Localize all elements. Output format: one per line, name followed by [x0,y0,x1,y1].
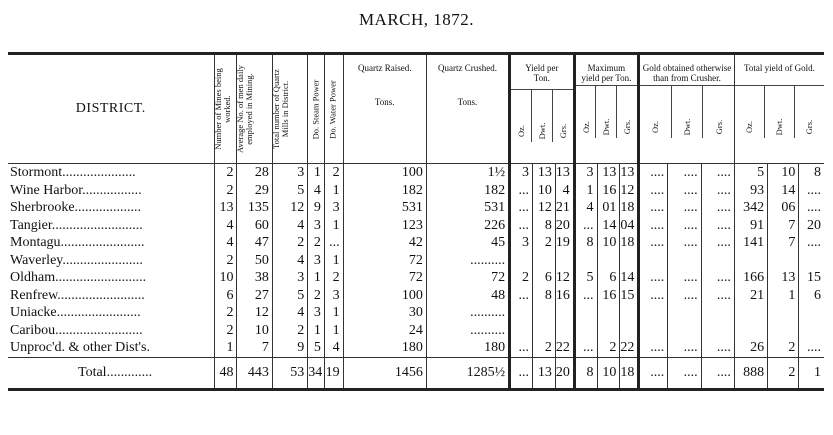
cell-m-oz: 1 [574,182,597,200]
cell-y-grs: 22 [555,339,574,357]
cell-y-grs [555,322,574,340]
cell-steam: 3 [308,217,325,235]
cell-t-grs: .... [799,234,824,252]
table-row [8,217,824,235]
cell-crushed: 48 [426,287,509,305]
cell-men: 47 [237,234,272,252]
cell-district: Tangier.......................... [10,217,143,233]
cell-y-dwt [532,252,555,270]
cell-mines: 10 [214,269,237,287]
cell-mills: 53 [272,357,307,389]
cell-y-grs: 21 [555,199,574,217]
cell-m-grs: 15 [620,287,639,305]
cell-g-grs: .... [701,199,734,217]
cell-y-dwt: 2 [532,339,555,357]
cell-water: 1 [324,304,343,322]
cell-t-dwt: 2 [768,357,799,389]
cell-m-oz [574,322,597,340]
cell-steam: 5 [308,339,325,357]
header-mills: Total number of Quartz Mills in District. [272,55,307,164]
cell-water: 3 [324,287,343,305]
cell-y-dwt: 8 [532,217,555,235]
table-row [8,164,824,182]
cell-mills: 2 [272,322,307,340]
cell-raised: 100 [343,287,426,305]
cell-raised: 123 [343,217,426,235]
cell-water: 4 [324,339,343,357]
total-row [8,357,824,389]
table-row [8,182,824,200]
bottom-rule [8,389,824,391]
cell-m-dwt: 10 [597,234,620,252]
cell-water: 1 [324,252,343,270]
table-row [8,252,824,270]
cell-g-grs [701,304,734,322]
cell-crushed: .......... [426,252,509,270]
table-row [8,234,824,252]
cell-g-grs: .... [701,217,734,235]
cell-t-oz: 888 [734,357,767,389]
cell-district: Caribou......................... [10,322,143,338]
cell-g-grs [701,252,734,270]
cell-steam: 2 [308,234,325,252]
cell-m-grs: 04 [620,217,639,235]
cell-g-dwt: .... [668,182,701,200]
cell-raised: 180 [343,339,426,357]
cell-t-dwt [768,304,799,322]
cell-m-oz: ... [574,217,597,235]
cell-crushed: 45 [426,234,509,252]
cell-y-grs [555,252,574,270]
cell-steam: 4 [308,182,325,200]
cell-district: Sherbrooke................... [10,200,142,215]
cell-y-oz: ... [510,287,533,305]
cell-y-grs: 20 [555,357,574,389]
cell-mills: 5 [272,287,307,305]
cell-y-dwt: 10 [532,182,555,200]
header-max-yield: Maximum yield per Ton. Oz. Dwt. Grs. [574,55,639,164]
cell-water: ... [324,234,343,252]
gold-returns-table [8,52,824,391]
cell-men: 27 [237,287,272,305]
cell-y-oz: 2 [510,269,533,287]
cell-t-grs [799,304,824,322]
cell-crushed: 1285½ [426,357,509,389]
cell-y-grs: 4 [555,182,574,200]
cell-y-oz [510,252,533,270]
cell-m-dwt [597,304,620,322]
cell-district: Unproc'd. & other Dist's. [10,340,150,355]
cell-y-dwt: 12 [532,199,555,217]
cell-m-grs [620,322,639,340]
cell-g-oz [639,304,668,322]
cell-mills: 2 [272,234,307,252]
cell-men: 29 [237,182,272,200]
cell-y-oz: ... [510,339,533,357]
cell-mines: 1 [214,339,237,357]
cell-t-dwt: 06 [768,199,799,217]
cell-g-grs: .... [701,357,734,389]
cell-g-oz: .... [639,269,668,287]
header-total-yield: Total yield of Gold. Oz. Dwt. Grs. [734,55,824,164]
cell-y-dwt: 6 [532,269,555,287]
cell-t-grs [799,322,824,340]
cell-men: 10 [237,322,272,340]
cell-m-grs: 13 [620,164,639,182]
cell-mines: 2 [214,304,237,322]
cell-y-grs: 19 [555,234,574,252]
cell-t-dwt [768,252,799,270]
cell-t-oz: 166 [734,269,767,287]
cell-g-oz [639,252,668,270]
cell-mills: 3 [272,164,307,182]
cell-g-oz: .... [639,234,668,252]
cell-men: 28 [237,164,272,182]
cell-g-dwt: .... [668,269,701,287]
cell-raised: 72 [343,252,426,270]
cell-y-dwt [532,304,555,322]
cell-mills: 4 [272,217,307,235]
cell-district: Oldham.......................... [10,270,147,285]
cell-men: 443 [237,357,272,389]
table-row [8,269,824,287]
cell-t-oz: 342 [734,199,767,217]
cell-men: 38 [237,269,272,287]
cell-g-oz [639,322,668,340]
cell-t-oz: 91 [734,217,767,235]
cell-g-dwt [668,304,701,322]
cell-district: Wine Harbor................. [10,182,142,198]
cell-crushed: 72 [426,269,509,287]
cell-g-grs [701,322,734,340]
header-mines: Number of Mines being worked. [214,55,237,164]
cell-water: 19 [324,357,343,389]
header-district: DISTRICT. [75,101,146,116]
table-row [8,304,824,322]
cell-t-dwt: 1 [768,287,799,305]
cell-g-grs: .... [701,234,734,252]
header-quartz-raised: Quartz Raised. Tons. [343,55,426,164]
page-title: MARCH, 1872. [358,10,475,29]
cell-t-oz: 5 [734,164,767,182]
cell-district: Montagu........................ [10,235,145,250]
cell-g-grs: .... [701,164,734,182]
cell-y-oz: ... [510,199,533,217]
cell-men: 135 [237,199,272,217]
header-gold-otherwise: Gold obtained otherwise than from Crusher. Oz. Dwt. Grs. [639,55,735,164]
cell-t-grs: 1 [799,357,824,389]
cell-t-grs: .... [799,182,824,200]
cell-m-dwt: 2 [597,339,620,357]
cell-crushed: .......... [426,322,509,340]
cell-t-oz: 21 [734,287,767,305]
cell-m-grs: 18 [620,357,639,389]
cell-m-dwt: 01 [597,199,620,217]
cell-raised: 100 [343,164,426,182]
cell-y-oz: ... [510,182,533,200]
cell-water: 2 [324,164,343,182]
cell-g-grs: .... [701,269,734,287]
cell-raised: 24 [343,322,426,340]
cell-g-dwt: .... [668,164,701,182]
cell-mines: 2 [214,164,237,182]
cell-g-dwt: .... [668,234,701,252]
cell-men: 50 [237,252,272,270]
cell-m-oz: 5 [574,269,597,287]
header-men: Average No. of men daily employed in Mining. [237,55,272,164]
cell-t-grs: 6 [799,287,824,305]
cell-y-oz [510,322,533,340]
cell-t-grs: 15 [799,269,824,287]
cell-m-oz: 8 [574,357,597,389]
cell-t-dwt: 10 [768,164,799,182]
cell-m-dwt: 13 [597,164,620,182]
cell-district: Waverley....................... [10,252,143,268]
cell-men: 60 [237,217,272,235]
cell-mills: 4 [272,304,307,322]
cell-t-dwt: 2 [768,339,799,357]
cell-raised: 531 [343,199,426,217]
header-yield-per-ton: Yield per Ton. Oz. Dwt. Grs. [510,55,575,164]
cell-y-dwt [532,322,555,340]
cell-t-grs: .... [799,339,824,357]
cell-mills: 5 [272,182,307,200]
cell-g-dwt: .... [668,339,701,357]
cell-t-grs: .... [799,199,824,217]
cell-men: 7 [237,339,272,357]
header-water: Do. Water Power [324,55,343,164]
cell-mines: 2 [214,322,237,340]
cell-crushed: 226 [426,217,509,235]
cell-y-dwt: 13 [532,357,555,389]
cell-mines: 2 [214,252,237,270]
cell-steam: 3 [308,304,325,322]
cell-m-oz: 4 [574,199,597,217]
cell-steam: 1 [308,322,325,340]
cell-mines: 48 [214,357,237,389]
cell-g-oz: .... [639,217,668,235]
cell-t-dwt: 13 [768,269,799,287]
cell-y-dwt: 8 [532,287,555,305]
cell-g-oz: .... [639,199,668,217]
cell-y-grs [555,304,574,322]
cell-t-grs: 8 [799,164,824,182]
cell-crushed: 1½ [426,164,509,182]
cell-m-dwt: 6 [597,269,620,287]
cell-water: 1 [324,217,343,235]
cell-mills: 9 [272,339,307,357]
cell-mills: 12 [272,199,307,217]
cell-steam: 34 [308,357,325,389]
cell-district: Uniacke........................ [10,305,141,320]
cell-district: Total............. [8,357,214,389]
cell-t-oz: 141 [734,234,767,252]
cell-g-dwt [668,252,701,270]
cell-crushed: 182 [426,182,509,200]
cell-y-grs: 20 [555,217,574,235]
cell-water: 1 [324,182,343,200]
cell-g-oz: .... [639,182,668,200]
table-row [8,322,824,340]
cell-y-oz: 3 [510,234,533,252]
cell-crushed: .......... [426,304,509,322]
cell-g-oz: .... [639,287,668,305]
cell-y-grs: 13 [555,164,574,182]
cell-steam: 3 [308,252,325,270]
cell-t-grs: 20 [799,217,824,235]
table-row [8,287,824,305]
cell-t-dwt: 14 [768,182,799,200]
cell-mines: 13 [214,199,237,217]
cell-m-dwt: 16 [597,182,620,200]
cell-m-oz: ... [574,339,597,357]
cell-g-dwt: .... [668,357,701,389]
cell-mills: 4 [272,252,307,270]
cell-m-oz [574,252,597,270]
cell-y-oz: ... [510,217,533,235]
cell-t-dwt: 7 [768,217,799,235]
cell-t-oz [734,322,767,340]
cell-district: Renfrew......................... [10,287,145,303]
cell-raised: 182 [343,182,426,200]
cell-m-dwt: 14 [597,217,620,235]
cell-m-grs [620,252,639,270]
cell-raised: 30 [343,304,426,322]
cell-t-grs [799,252,824,270]
cell-g-dwt: .... [668,287,701,305]
cell-mines: 6 [214,287,237,305]
cell-y-grs: 16 [555,287,574,305]
cell-steam: 9 [308,199,325,217]
cell-g-oz: .... [639,357,668,389]
cell-t-dwt: 7 [768,234,799,252]
cell-m-grs: 14 [620,269,639,287]
cell-t-oz [734,252,767,270]
cell-m-grs: 12 [620,182,639,200]
cell-crushed: 180 [426,339,509,357]
cell-g-dwt [668,322,701,340]
cell-m-grs: 18 [620,234,639,252]
header-quartz-crushed: Quartz Crushed. Tons. [426,55,509,164]
cell-raised: 72 [343,269,426,287]
cell-men: 12 [237,304,272,322]
cell-steam: 2 [308,287,325,305]
cell-steam: 1 [308,269,325,287]
cell-g-oz: .... [639,339,668,357]
cell-raised: 1456 [343,357,426,389]
cell-t-oz: 26 [734,339,767,357]
cell-g-dwt: .... [668,217,701,235]
cell-y-dwt: 2 [532,234,555,252]
cell-m-dwt [597,322,620,340]
cell-mines: 2 [214,182,237,200]
table-row [8,339,824,357]
cell-y-dwt: 13 [532,164,555,182]
table-body [8,164,824,391]
cell-g-grs: .... [701,339,734,357]
table-row [8,199,824,217]
cell-crushed: 531 [426,199,509,217]
cell-g-dwt: .... [668,199,701,217]
cell-m-grs [620,304,639,322]
cell-m-oz: 3 [574,164,597,182]
cell-m-grs: 18 [620,199,639,217]
cell-t-oz [734,304,767,322]
cell-g-grs: .... [701,182,734,200]
cell-district: Stormont..................... [10,165,136,180]
cell-steam: 1 [308,164,325,182]
cell-y-oz: ... [510,357,533,389]
cell-water: 2 [324,269,343,287]
cell-raised: 42 [343,234,426,252]
cell-mills: 3 [272,269,307,287]
cell-t-dwt [768,322,799,340]
cell-water: 3 [324,199,343,217]
cell-m-grs: 22 [620,339,639,357]
cell-m-oz [574,304,597,322]
cell-m-oz: ... [574,287,597,305]
cell-t-oz: 93 [734,182,767,200]
cell-y-grs: 12 [555,269,574,287]
cell-mines: 4 [214,234,237,252]
cell-g-oz: .... [639,164,668,182]
header-steam: Do. Steam Power [308,55,325,164]
cell-m-dwt: 10 [597,357,620,389]
cell-m-dwt [597,252,620,270]
cell-g-grs: .... [701,287,734,305]
cell-m-dwt: 16 [597,287,620,305]
cell-mines: 4 [214,217,237,235]
cell-water: 1 [324,322,343,340]
cell-y-oz: 3 [510,164,533,182]
cell-y-oz [510,304,533,322]
cell-m-oz: 8 [574,234,597,252]
